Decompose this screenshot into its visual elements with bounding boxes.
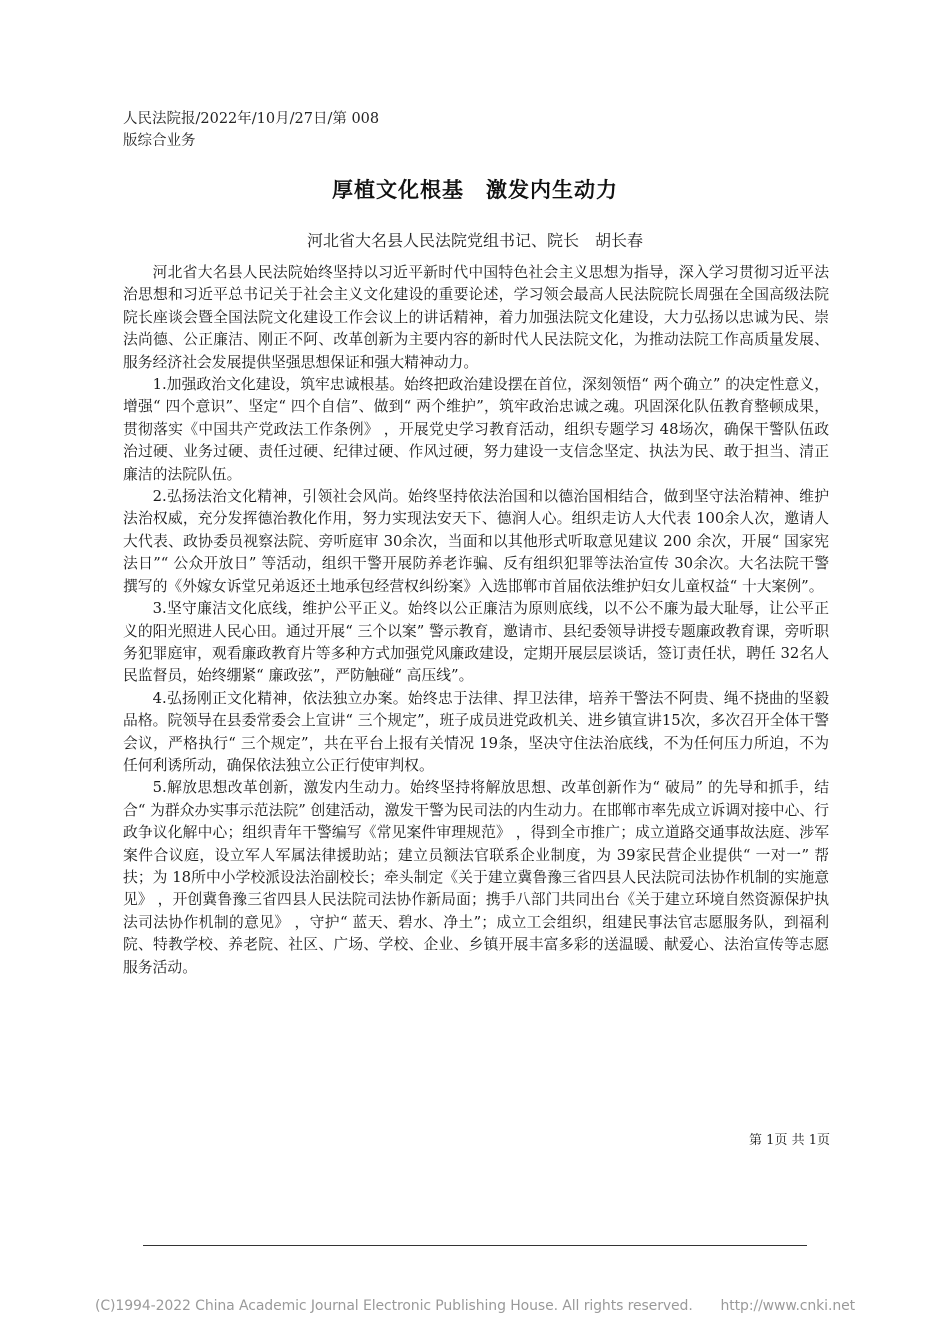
paragraph-1: 1.加强政治文化建设，筑牢忠诚根基。始终把政治建设摆在首位，深刻领悟“ 两个确立” 的决定性意义，增强“ 四个意识”、坚定“ 四个自信”、做到“ 两个维护”，筑牢政治忠诚之魂。巩固深化队伍教育整顿成果，贯彻落实《中国共产党政法工作条例》 ，开展党史学习教育活动，组织专题学习 48场次，确保干警队伍政治过硬、业务过硬、责任过硬、纪律过硬、作风过硬，努力建设一支信念坚定、执法为民、敢于担当、清正廉洁的法院队伍。 <box>123 376 829 483</box>
paragraph-4: 4.弘扬刚正文化精神，依法独立办案。始终忠于法律、捍卫法律，培养干警法不阿贵、绳不挠曲的坚毅品格。院领导在县委常委会上宣讲“ 三个规定”，班子成员进党政机关、进乡镇宣讲15次，多次召开全体干警会议，严格执行“ 三个规定”，共在平台上报有关情况 19条，坚决守住法治底线，不为任何压力所迫，不为任何利诱所动，确保依法独立公正行使审判权。 <box>123 689 829 774</box>
source-line-1: 人民法院报/2022年/10月/27日/第 008 <box>123 111 380 127</box>
article-body <box>123 262 829 979</box>
copyright-watermark: (C)1994-2022 China Academic Journal Electronic Publishing House. All rights reserved. http://www.cnki.net <box>95 1298 855 1314</box>
article-title: 厚植文化根基 激发内生动力 <box>332 178 618 202</box>
footer-divider <box>143 1245 807 1246</box>
article-author: 河北省大名县人民法院党组书记、院长 胡长春 <box>306 231 643 250</box>
paragraph-5: 5.解放思想改革创新，激发内生动力。始终坚持将解放思想、改革创新作为“ 破局” 的先导和抓手，结合“ 为群众办实事示范法院” 创建活动，激发干警为民司法的内生动力。在邯郸市率先成立诉调对接中心、行政争议化解中心；组织青年干警编写《常见案件审理规范》 ，得到全市推广；成立道路交通事故法庭、涉军案件合议庭，设立军人军属法律援助站；建立员额法官联系企业制度，为 39家民营企业提供“ 一对一” 帮扶；为 18所中小学校派设法治副校长；牵头制定《关于建立冀鲁豫三省四县人民法院司法协作机制的实施意见》 ，开创冀鲁豫三省四县人民法院司法协作新局面；携手八部门共同出台《关于建立环境自然资源保护执法司法协作机制的意见》 ，守护“ 蓝天、碧水、净土”；成立工会组织，组建民事法官志愿服务队，到福利院、特教学校、养老院、社区、广场、学校、企业、乡镇开展丰富多彩的送温暖、献爱心、法治宣传等志愿服务活动。 <box>123 779 829 976</box>
source-line-2: 版综合业务 <box>123 133 196 149</box>
page-number: 第 1页 共 1页 <box>749 1133 830 1148</box>
source-citation <box>123 108 543 152</box>
paragraph-3: 3.坚守廉洁文化底线，维护公平正义。始终以公正廉洁为原则底线，以不公不廉为最大耻辱，让公平正义的阳光照进人民心田。通过开展“ 三个以案” 警示教育，邀请市、县纪委领导讲授专题廉政教育课，旁听职务犯罪庭审，观看廉政教育片等多种方式加强党风廉政建设，定期开展层层谈话，签订责任状，聘任 32名人民监督员，始终绷紧“ 廉政弦”，严防触碰“ 高压线”。 <box>123 600 829 685</box>
paragraph-2: 2.弘扬法治文化精神，引领社会风尚。始终坚持依法治国和以德治国相结合，做到坚守法治精神、维护法治权威，充分发挥德治教化作用，努力实现法安天下、德润人心。组织走访人大代表 100余人次，邀请人大代表、政协委员视察法院、旁听庭审 30余次，当面和以其他形式听取意见建议 200 余次，开展“ 国家宪法日”“ 公众开放日” 等活动，组织干警开展防养老诈骗、反有组织犯罪等法治宣传 30余次。大名法院干警撰写的《外嫁女诉堂兄弟返还土地承包经营权纠纷案》入选邯郸市首届依法维护妇女儿童权益“ 十大案例”。 <box>123 488 829 595</box>
paragraph-intro: 河北省大名县人民法院始终坚持以习近平新时代中国特色社会主义思想为指导，深入学习贯彻习近平法治思想和习近平总书记关于社会主义文化建设的重要论述，学习领会最高人民法院院长周强在全国高级法院院长座谈会暨全国法院文化建设工作会议上的讲话精神，着力加强法院文化建设，大力弘扬以忠诚为民、崇法尚德、公正廉洁、刚正不阿、改革创新为主要内容的新时代人民法院文化，为推动法院工作高质量发展、服务经济社会发展提供坚强思想保证和强大精神动力。 <box>123 264 829 371</box>
